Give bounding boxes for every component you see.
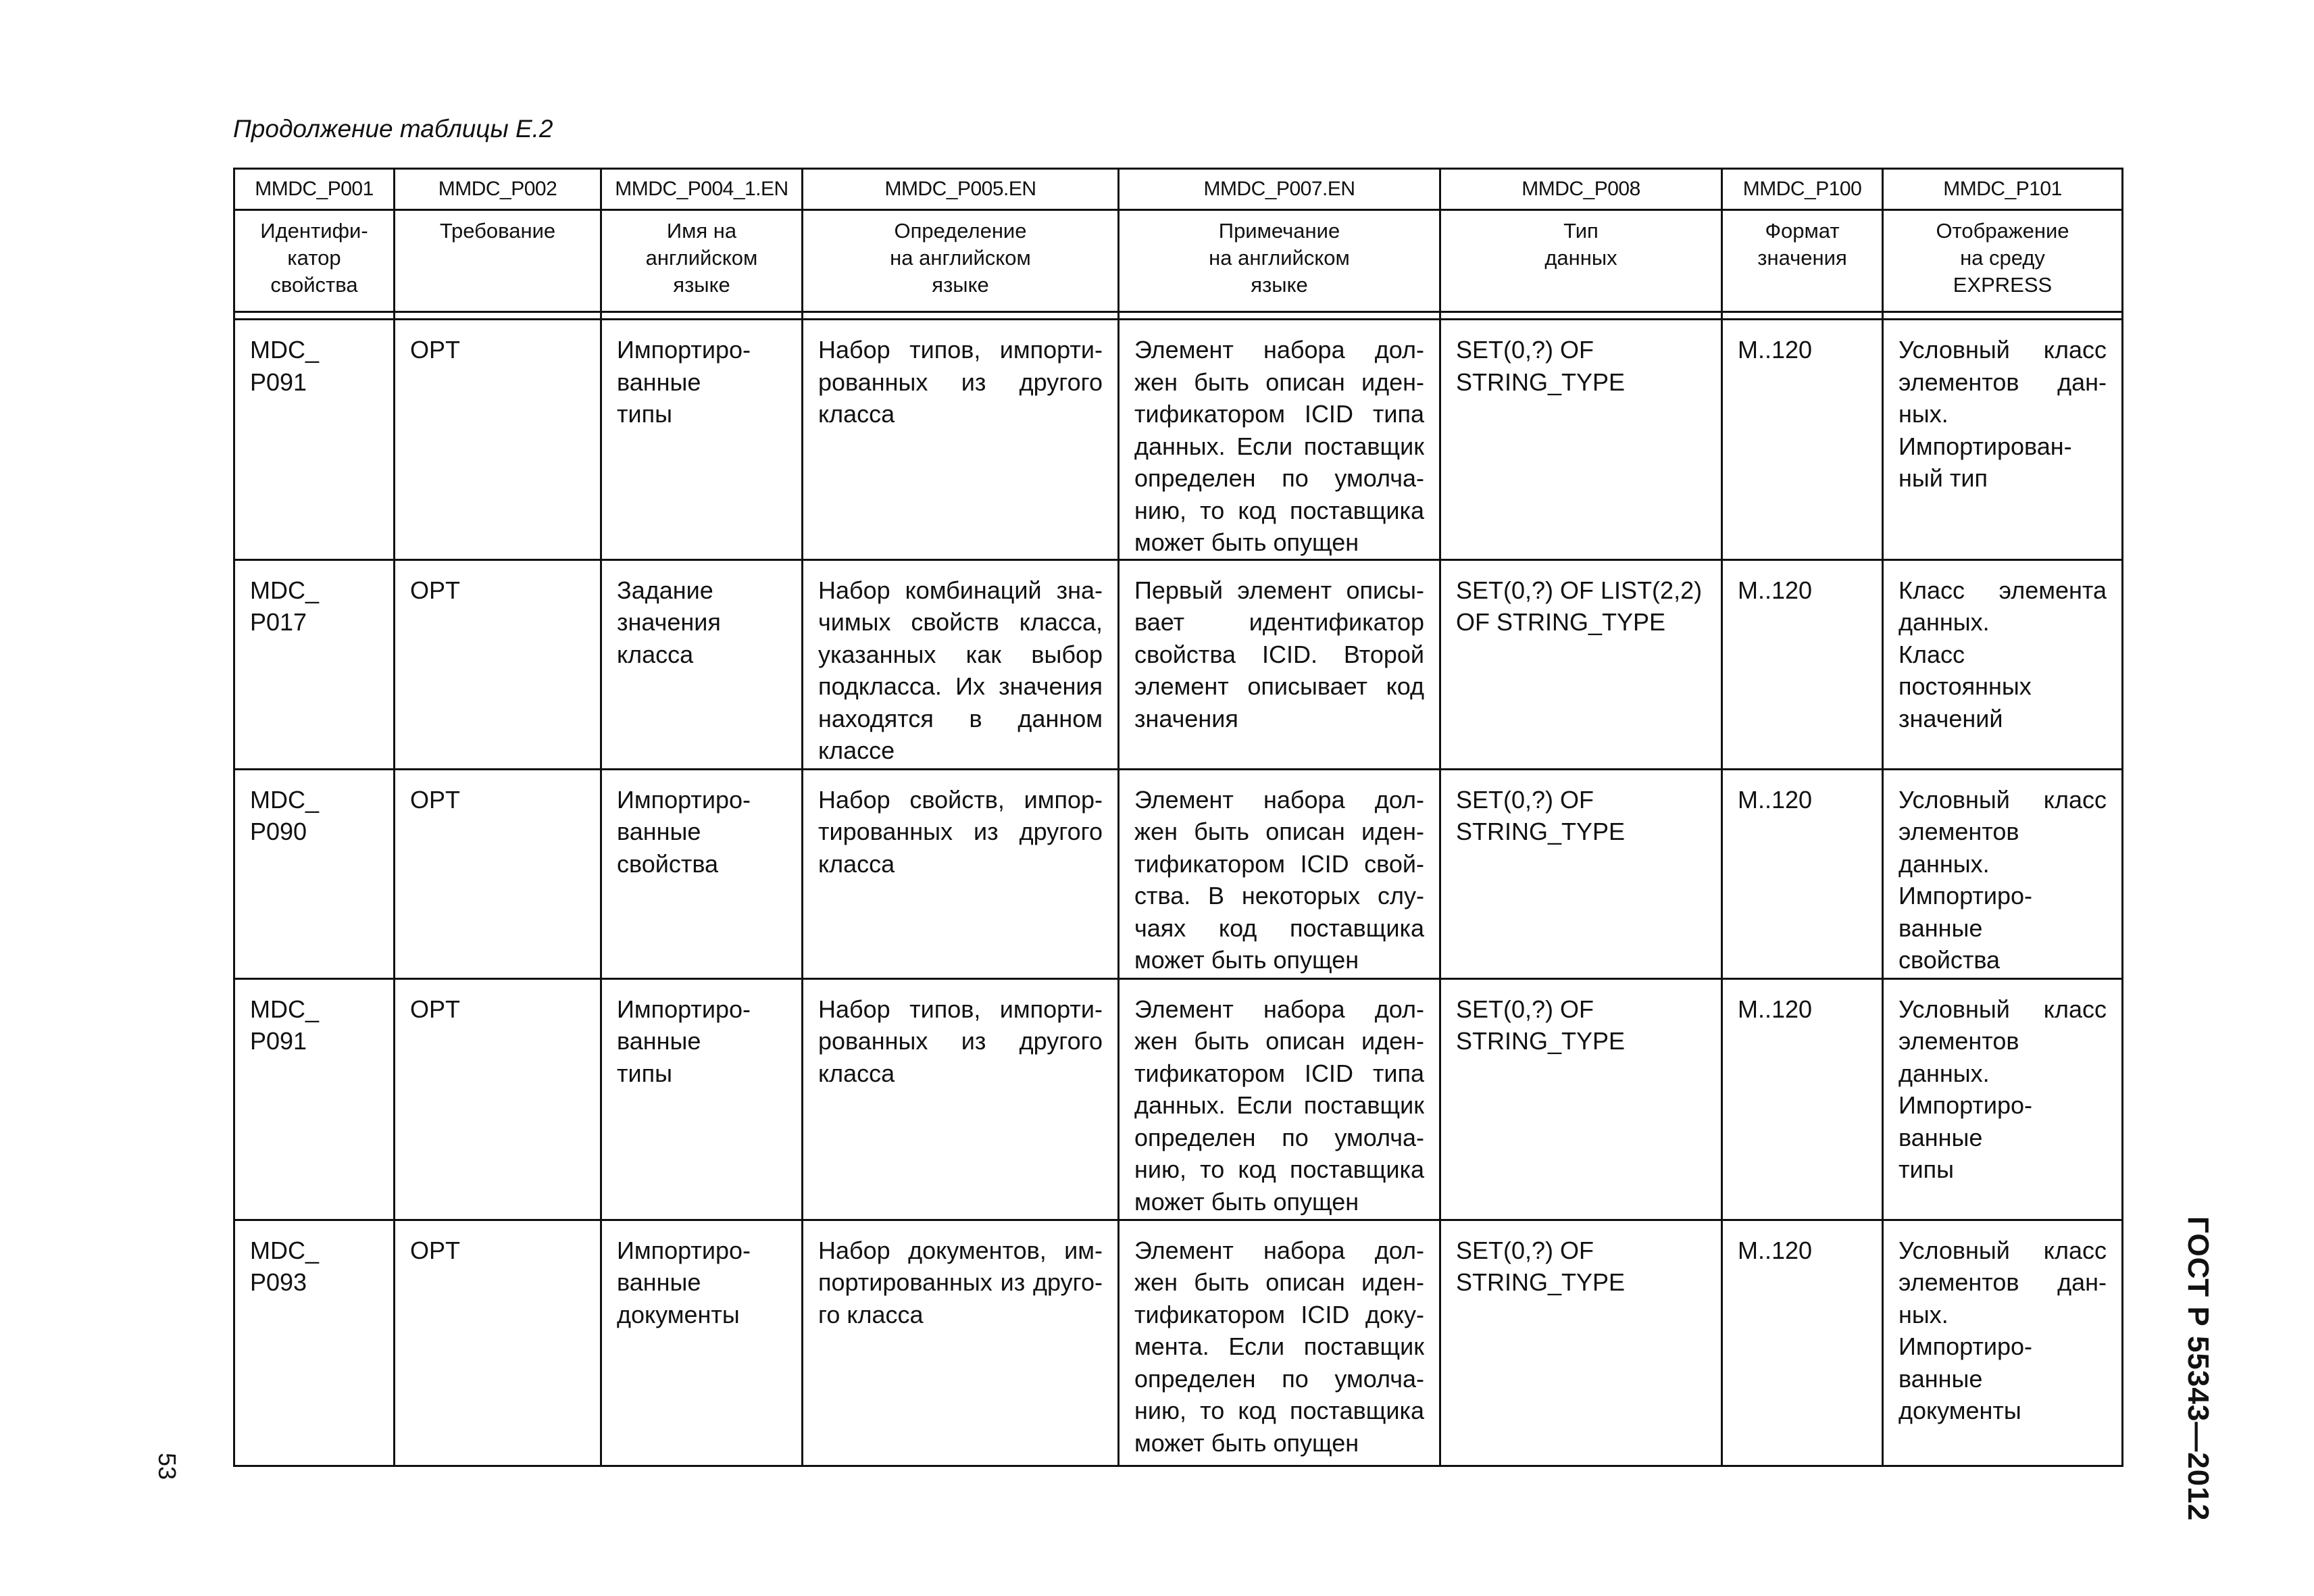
cell-line: постоянных xyxy=(1898,672,2032,700)
cell-line: может быть опущен xyxy=(1134,528,1359,556)
cell-line: рованных из другого xyxy=(818,1027,1103,1055)
cell-line: Класс xyxy=(1898,640,1965,668)
cell-line: ванные xyxy=(617,1027,701,1055)
column-name-line: EXPRESS xyxy=(1953,273,2053,297)
cell-line: Условный класс xyxy=(1898,336,2107,364)
cell-line: SET(0,?) OF xyxy=(1456,785,1594,814)
cell-line: тификатором ICID типа xyxy=(1134,400,1424,428)
cell-line: ванные xyxy=(1898,1364,1983,1393)
cell-line: M..120 xyxy=(1738,336,1813,364)
header-names-row xyxy=(234,210,2123,312)
cell-line: типы xyxy=(617,1059,672,1087)
cell-line: MDC_ xyxy=(250,336,320,364)
column-code: MMDC_P002 xyxy=(395,169,601,210)
cell-line: значения xyxy=(617,608,721,636)
cell-line: P090 xyxy=(250,818,307,845)
cell-line: Набор свойств, импор- xyxy=(818,785,1103,814)
column-name-line: Идентифи- xyxy=(260,219,368,243)
column-code: MMDC_P001 xyxy=(234,169,395,210)
cell-line: жен быть описан иден- xyxy=(1134,818,1424,845)
header-codes-row xyxy=(234,169,2123,210)
cell-line: типы xyxy=(1898,1155,1954,1183)
cell-line: OPT xyxy=(410,995,461,1023)
cell-name-en xyxy=(601,978,803,1220)
cell-line: класса xyxy=(818,400,895,428)
cell-line: P091 xyxy=(250,1027,307,1055)
column-name-line: на английском xyxy=(890,246,1031,270)
cell-value-format xyxy=(1722,320,1883,560)
cell-requirement xyxy=(395,978,601,1220)
cell-express-mapping xyxy=(1883,769,2123,978)
header-separator xyxy=(234,312,2123,320)
column-code: MMDC_P100 xyxy=(1722,169,1883,210)
cell-line: значения xyxy=(1134,704,1238,732)
cell-line: Элемент набора дол- xyxy=(1134,1236,1424,1264)
cell-definition-en xyxy=(803,320,1119,560)
column-name xyxy=(1119,210,1440,312)
cell-line: может быть опущен xyxy=(1134,1187,1359,1216)
cell-line: M..120 xyxy=(1738,785,1813,814)
cell-line: определен по умолча- xyxy=(1134,1123,1424,1151)
cell-line: Элемент набора дол- xyxy=(1134,995,1424,1023)
column-code: MMDC_P004_1.EN xyxy=(601,169,803,210)
cell-line: документы xyxy=(1898,1397,2021,1424)
table-row xyxy=(234,559,2123,769)
cell-line: указанных как выбор xyxy=(818,640,1103,668)
cell-line: M..120 xyxy=(1738,1236,1813,1264)
column-name-line: на английском xyxy=(1209,246,1350,270)
cell-line: значений xyxy=(1898,704,2003,732)
cell-line: жен быть описан иден- xyxy=(1134,1027,1424,1055)
cell-line: свойства ICID. Второй xyxy=(1134,640,1424,668)
cell-line: ванные xyxy=(1898,914,1983,942)
cell-line: OPT xyxy=(410,1236,461,1264)
cell-line: определен по умолча- xyxy=(1134,1364,1424,1393)
cell-line: портированных из друго- xyxy=(818,1268,1103,1296)
cell-line: Набор комбинаций зна- xyxy=(818,576,1103,604)
cell-line: SET(0,?) OF xyxy=(1456,336,1594,364)
column-name-line: катор xyxy=(287,246,341,270)
table-row xyxy=(234,769,2123,978)
cell-line: элементов дан- xyxy=(1898,1268,2107,1296)
cell-definition-en xyxy=(803,769,1119,978)
cell-line: жен быть описан иден- xyxy=(1134,368,1424,396)
cell-line: данных. Если поставщик xyxy=(1134,1091,1424,1119)
document-standard-title: ГОСТ Р 55343—2012 xyxy=(2182,1216,2215,1522)
cell-definition-en xyxy=(803,559,1119,769)
cell-line: Импортиро- xyxy=(617,995,751,1023)
column-name xyxy=(803,210,1119,312)
cell-line: MDC_ xyxy=(250,576,320,604)
cell-line: Первый элемент описы- xyxy=(1134,576,1424,604)
cell-line: Элемент набора дол- xyxy=(1134,785,1424,814)
cell-data-type xyxy=(1440,559,1722,769)
cell-line: данных. xyxy=(1898,849,1990,878)
cell-line: нию, то код поставщика xyxy=(1134,1155,1424,1183)
column-name xyxy=(234,210,395,312)
cell-line: элементов xyxy=(1898,818,2019,845)
cell-line: OPT xyxy=(410,336,461,364)
cell-line: класса xyxy=(818,849,895,878)
cell-line: элементов xyxy=(1898,1027,2019,1055)
cell-data-type xyxy=(1440,320,1722,560)
cell-property-id xyxy=(234,769,395,978)
cell-definition-en xyxy=(803,1220,1119,1466)
cell-line: Импортиро- xyxy=(1898,1091,2032,1119)
cell-line: P091 xyxy=(250,368,307,396)
cell-line: SET(0,?) OF xyxy=(1456,1236,1594,1264)
column-name-line: языке xyxy=(1251,273,1308,297)
cell-line: Задание xyxy=(617,576,713,604)
column-name-line: значения xyxy=(1757,246,1847,270)
cell-value-format xyxy=(1722,1220,1883,1466)
cell-line: Импортиро- xyxy=(617,1236,751,1264)
cell-line: элементов дан- xyxy=(1898,368,2107,396)
cell-line: ванные xyxy=(617,818,701,845)
cell-name-en xyxy=(601,1220,803,1466)
table-row xyxy=(234,978,2123,1220)
column-name xyxy=(395,210,601,312)
table-row xyxy=(234,1220,2123,1466)
cell-line: элемент описывает код xyxy=(1134,672,1424,700)
column-name-line: на среду xyxy=(1960,246,2045,270)
column-name xyxy=(601,210,803,312)
cell-note-en xyxy=(1119,1220,1440,1466)
column-code: MMDC_P008 xyxy=(1440,169,1722,210)
cell-line: M..120 xyxy=(1738,576,1813,604)
cell-property-id xyxy=(234,559,395,769)
cell-definition-en xyxy=(803,978,1119,1220)
cell-line: SET(0,?) OF xyxy=(1456,995,1594,1023)
cell-line: вает идентификатор xyxy=(1134,608,1424,636)
cell-line: OPT xyxy=(410,576,461,604)
cell-line: Импортиро- xyxy=(617,336,751,364)
cell-line: го класса xyxy=(818,1300,924,1328)
cell-line: Условный класс xyxy=(1898,995,2107,1023)
cell-note-en xyxy=(1119,769,1440,978)
cell-line: данных. xyxy=(1898,1059,1990,1087)
cell-express-mapping xyxy=(1883,1220,2123,1466)
cell-data-type xyxy=(1440,1220,1722,1466)
column-code: MMDC_P101 xyxy=(1883,169,2123,210)
cell-line: может быть опущен xyxy=(1134,946,1359,974)
cell-line: ных. xyxy=(1898,400,1948,428)
table-caption: Продолжение таблицы Е.2 xyxy=(233,115,553,143)
cell-line: тированных из другого xyxy=(818,818,1103,845)
cell-line: подкласса. Их значения xyxy=(818,672,1103,700)
cell-line: Набор типов, импорти- xyxy=(818,995,1103,1023)
cell-line: STRING_TYPE xyxy=(1456,1268,1626,1296)
cell-property-id xyxy=(234,320,395,560)
column-name-line: Примечание xyxy=(1218,219,1340,243)
cell-line: нию, то код поставщика xyxy=(1134,1397,1424,1424)
cell-line: STRING_TYPE xyxy=(1456,818,1626,845)
cell-requirement xyxy=(395,1220,601,1466)
column-name-line: свойства xyxy=(270,273,358,297)
cell-name-en xyxy=(601,559,803,769)
column-code: MMDC_P005.EN xyxy=(803,169,1119,210)
cell-line: M..120 xyxy=(1738,995,1813,1023)
cell-line: P017 xyxy=(250,608,307,636)
column-name-line: Отображение xyxy=(1936,219,2069,243)
column-name-line: языке xyxy=(932,273,989,297)
cell-line: чаях код поставщика xyxy=(1134,914,1424,942)
cell-line: ный тип xyxy=(1898,464,1988,492)
cell-line: ванные xyxy=(1898,1123,1983,1151)
cell-line: Набор документов, им- xyxy=(818,1236,1103,1264)
cell-name-en xyxy=(601,769,803,978)
cell-line: тификатором ICID свой- xyxy=(1134,849,1424,878)
table-row xyxy=(234,320,2123,560)
cell-line: ства. В некоторых слу- xyxy=(1134,882,1424,909)
cell-line: Класс элемента xyxy=(1898,576,2107,604)
cell-name-en xyxy=(601,320,803,560)
cell-line: SET(0,?) OF LIST(2,2) xyxy=(1456,576,1703,604)
column-name-line: языке xyxy=(673,273,730,297)
cell-value-format xyxy=(1722,978,1883,1220)
cell-value-format xyxy=(1722,769,1883,978)
cell-line: ванные xyxy=(617,1268,701,1296)
column-name-line: английском xyxy=(645,246,758,270)
cell-line: определен по умолча- xyxy=(1134,464,1424,492)
cell-line: классе xyxy=(818,737,895,764)
cell-requirement xyxy=(395,769,601,978)
cell-express-mapping xyxy=(1883,320,2123,560)
cell-line: ванные xyxy=(617,368,701,396)
cell-line: свойства xyxy=(1898,946,2001,974)
cell-line: MDC_ xyxy=(250,785,320,814)
cell-line: чимых свойств класса, xyxy=(818,608,1103,636)
column-name xyxy=(1722,210,1883,312)
cell-note-en xyxy=(1119,559,1440,769)
cell-line: находятся в данном xyxy=(818,704,1103,732)
cell-line: ных. xyxy=(1898,1300,1948,1328)
column-code: MMDC_P007.EN xyxy=(1119,169,1440,210)
cell-note-en xyxy=(1119,320,1440,560)
column-name xyxy=(1440,210,1722,312)
cell-line: STRING_TYPE xyxy=(1456,368,1626,396)
cell-line: Условный класс xyxy=(1898,785,2107,814)
cell-line: Набор типов, импорти- xyxy=(818,336,1103,364)
cell-line: MDC_ xyxy=(250,995,320,1023)
column-name-line: Определение xyxy=(894,219,1027,243)
cell-line: тификатором ICID доку- xyxy=(1134,1300,1424,1328)
column-name xyxy=(1883,210,2123,312)
cell-note-en xyxy=(1119,978,1440,1220)
cell-line: P093 xyxy=(250,1268,307,1296)
column-name-line: Формат xyxy=(1765,219,1840,243)
cell-line: тификатором ICID типа xyxy=(1134,1059,1424,1087)
cell-line: документы xyxy=(617,1300,740,1328)
cell-line: жен быть описан иден- xyxy=(1134,1268,1424,1296)
cell-line: рованных из другого xyxy=(818,368,1103,396)
cell-data-type xyxy=(1440,978,1722,1220)
cell-line: данных. xyxy=(1898,608,1990,636)
cell-line: Условный класс xyxy=(1898,1236,2107,1264)
cell-line: класса xyxy=(818,1059,895,1087)
page-number: 53 xyxy=(153,1453,181,1480)
cell-express-mapping xyxy=(1883,978,2123,1220)
cell-line: Импортиро- xyxy=(1898,1332,2032,1360)
cell-line: свойства xyxy=(617,849,719,878)
cell-property-id xyxy=(234,978,395,1220)
cell-line: OF STRING_TYPE xyxy=(1456,608,1666,636)
cell-line: Импортиро- xyxy=(1898,882,2032,909)
cell-line: OPT xyxy=(410,785,461,814)
cell-line: Импортиро- xyxy=(617,785,751,814)
cell-line: типы xyxy=(617,400,672,428)
cell-property-id xyxy=(234,1220,395,1466)
cell-line: мента. Если поставщик xyxy=(1134,1332,1424,1360)
cell-line: может быть опущен xyxy=(1134,1428,1359,1457)
column-name-line: Тип xyxy=(1563,219,1599,243)
cell-requirement xyxy=(395,320,601,560)
cell-requirement xyxy=(395,559,601,769)
cell-line: STRING_TYPE xyxy=(1456,1027,1626,1055)
cell-express-mapping xyxy=(1883,559,2123,769)
cell-data-type xyxy=(1440,769,1722,978)
column-name-line: Имя на xyxy=(666,219,737,243)
cell-value-format xyxy=(1722,559,1883,769)
cell-line: нию, то код поставщика xyxy=(1134,496,1424,524)
cell-line: Импортирован- xyxy=(1898,432,2072,460)
cell-line: Элемент набора дол- xyxy=(1134,336,1424,364)
cell-line: класса xyxy=(617,640,694,668)
column-name-line: данных xyxy=(1544,246,1617,270)
cell-line: данных. Если поставщик xyxy=(1134,432,1424,460)
column-name-line: Требование xyxy=(439,219,556,243)
properties-table xyxy=(233,168,2123,1467)
cell-line: MDC_ xyxy=(250,1236,320,1264)
